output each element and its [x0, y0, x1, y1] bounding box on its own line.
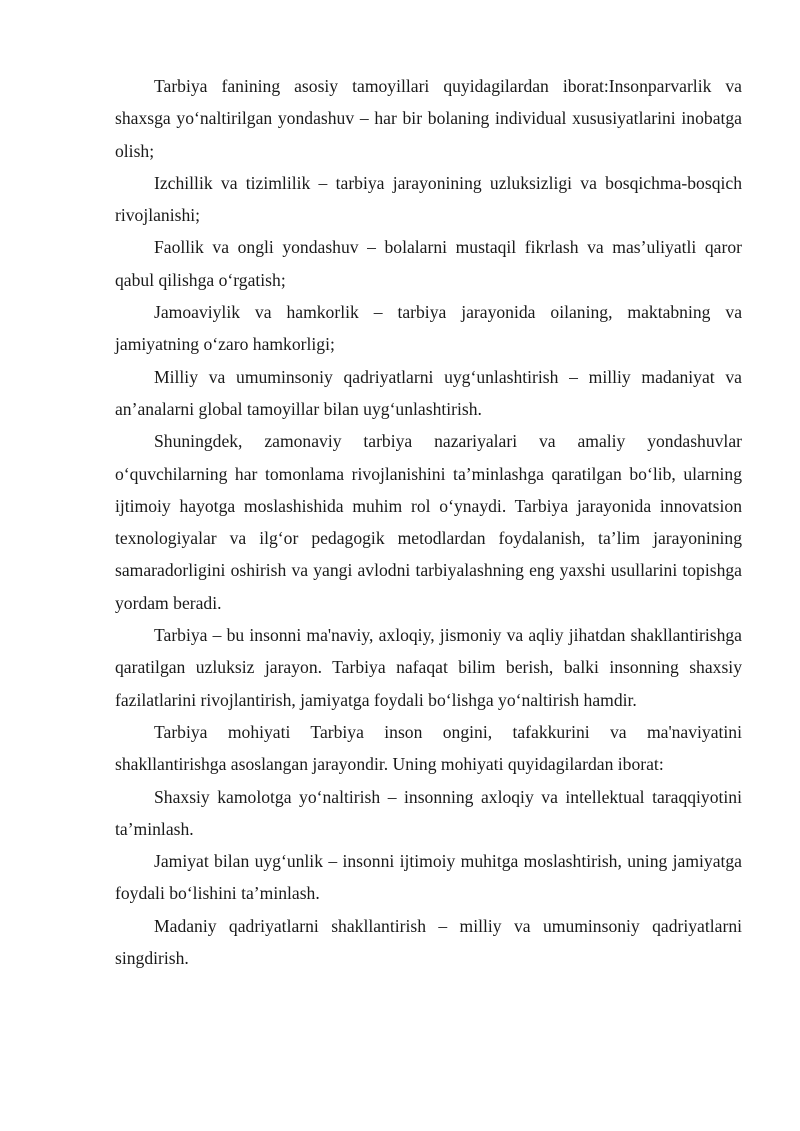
paragraph-values: Milliy va umuminsoniy qadriyatlarni uyg‘unlashtirish – milliy madaniyat va an’analarni global tamoyillar bilan uyg‘unlashtirish. — [115, 366, 742, 419]
paragraph-personal-growth: Shaxsiy kamolotga yo‘naltirish – insonning axloqiy va intellektual taraqqiyotini ta’minlash. — [115, 786, 742, 839]
paragraph-consistency: Izchillik va tizimlilik – tarbiya jarayonining uzluksizligi va bosqichma-bosqich rivojlanishi; — [115, 172, 742, 226]
paragraph-activity: Faollik va ongli yondashuv – bolalarni mustaqil fikrlash va mas’uliyatli qaror qabul qilishga o‘rgatish; — [115, 237, 742, 290]
paragraph-principles-intro: Tarbiya fanining asosiy tamoyillari quyidagilardan iborat:Insonparvarlik va shaxsga yo‘naltirilgan yondashuv – har bir bolaning individual xususiyatlarini inobatga olish; — [115, 76, 742, 161]
paragraph-society-harmony: Jamiyat bilan uyg‘unlik – insonni ijtimoiy muhitga moslashtirish, uning jamiyatga foydali bo‘lishini ta’minlash. — [115, 851, 742, 904]
paragraph-cultural-values: Madaniy qadriyatlarni shakllantirish – milliy va umuminsoniy qadriyatlarni singdirish. — [115, 915, 742, 969]
paragraph-modern-theories: Shuningdek, zamonaviy tarbiya nazariyalari va amaliy yondashuvlar o‘quvchilarning har tomonlama rivojlanishini ta’minlashga qaratilgan bo‘lib, ularning ijtimoiy hayotga moslashishida muhim rol o‘ynaydi. Tarbiya jarayonida innovatsion texnologiyalar va ilg‘or pedagogik metodlardan foydalanish, ta’lim jarayonining samaradorligini oshirish va yangi avlodni tarbiyalashning eng yaxshi usullarini topishga yordam beradi. — [115, 431, 742, 613]
paragraph-definition: Tarbiya – bu insonni ma'naviy, axloqiy, jismoniy va aqliy jihatdan shakllantirishga qaratilgan uzluksiz jarayon. Tarbiya nafaqat bilim berish, balki insonning shaxsiy fazilatlarini rivojlantirish, jamiyatga foydali bo‘lishga yo‘naltirish hamdir. — [115, 625, 742, 710]
document-page — [115, 70, 742, 974]
paragraph-collectivism: Jamoaviylik va hamkorlik – tarbiya jarayonida oilaning, maktabning va jamiyatning o‘zaro hamkorligi; — [115, 302, 742, 355]
paragraph-essence: Tarbiya mohiyati Tarbiya inson ongini, tafakkurini va ma'naviyatini shakllantirishga asoslangan jarayondir. Uning mohiyati quyidagilardan iborat: — [115, 721, 742, 775]
